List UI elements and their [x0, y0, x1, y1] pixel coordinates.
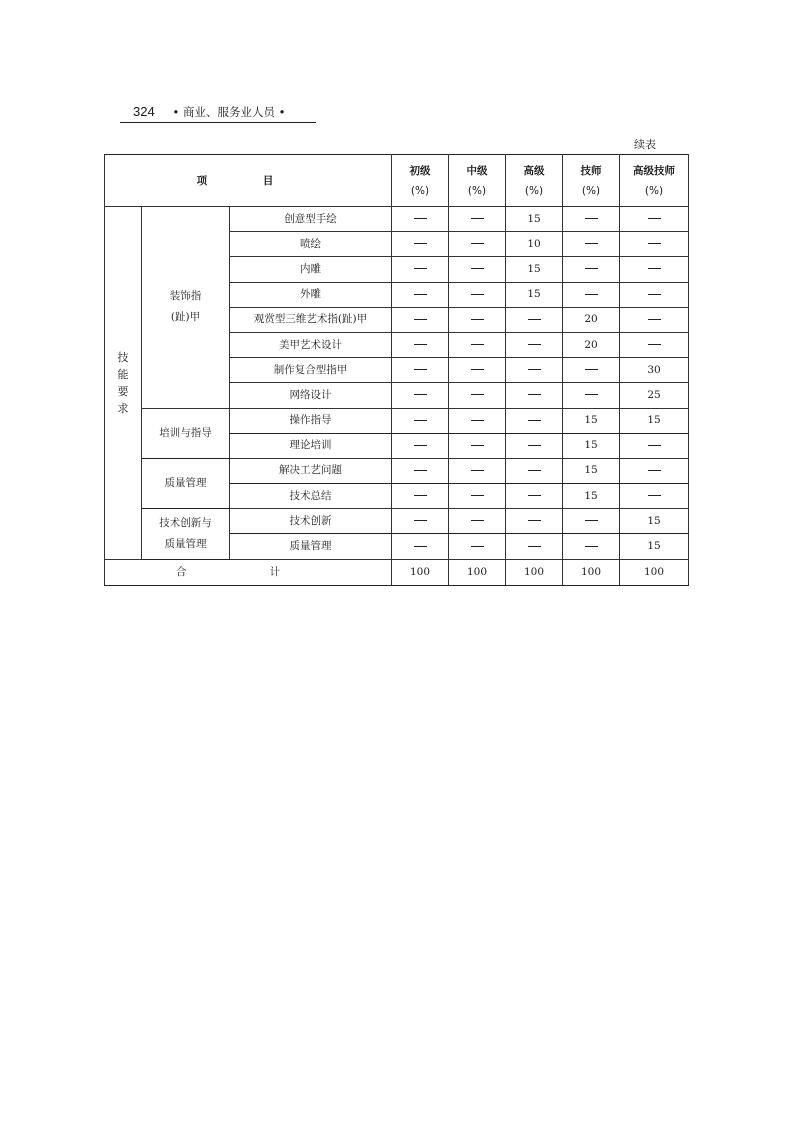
value-cell — [563, 433, 620, 458]
value-cell — [620, 383, 689, 408]
value-cell — [506, 332, 563, 357]
value-cell — [506, 383, 563, 408]
value-cell — [506, 458, 563, 483]
value-text: 15 — [527, 262, 541, 275]
value-cell — [392, 358, 449, 383]
dash-mark — [528, 470, 541, 471]
dash-mark — [414, 369, 427, 370]
group-name-line: 装饰指 — [169, 290, 202, 303]
value-cell — [506, 484, 563, 509]
dash-mark — [528, 546, 541, 547]
category-char: 能 — [117, 367, 129, 381]
value-cell — [563, 207, 620, 232]
total-label — [105, 559, 392, 585]
value-cell — [620, 307, 689, 332]
level-name: 中级 — [466, 164, 488, 177]
dash-mark — [414, 420, 427, 421]
table-row — [105, 509, 689, 534]
dash-mark — [414, 319, 427, 320]
dash-mark — [414, 520, 427, 521]
dash-mark — [471, 218, 484, 219]
dash-mark — [648, 344, 661, 345]
value-cell — [449, 358, 506, 383]
value-cell — [449, 509, 506, 534]
value-cell — [449, 332, 506, 357]
dash-mark — [471, 268, 484, 269]
dash-mark — [648, 243, 661, 244]
value-cell — [563, 282, 620, 307]
total-label-text: 合 计 — [175, 565, 321, 578]
running-title: • 商业、服务业人员 • — [172, 105, 286, 119]
table-row — [105, 408, 689, 433]
value-text: 15 — [584, 464, 598, 477]
dash-mark — [471, 394, 484, 395]
value-cell — [620, 207, 689, 232]
dash-mark — [471, 470, 484, 471]
value-text: 15 — [527, 212, 541, 225]
item-cell: 技术总结 — [230, 484, 392, 509]
value-cell — [449, 408, 506, 433]
category-char: 技 — [117, 350, 129, 364]
value-cell — [563, 332, 620, 357]
table-header-row — [105, 155, 689, 207]
item-cell: 喷绘 — [230, 232, 392, 257]
skill-weight-table — [104, 154, 689, 586]
value-cell — [449, 484, 506, 509]
value-text: 15 — [647, 414, 661, 427]
value-cell — [392, 484, 449, 509]
value-cell — [506, 534, 563, 559]
value-cell — [506, 509, 563, 534]
value-text: 30 — [647, 363, 661, 376]
dash-mark — [414, 546, 427, 547]
value-cell — [506, 282, 563, 307]
value-cell — [449, 458, 506, 483]
level-unit: (%) — [581, 184, 601, 197]
dash-mark — [648, 445, 661, 446]
item-cell: 理论培训 — [230, 433, 392, 458]
value-cell — [563, 509, 620, 534]
dash-mark — [414, 243, 427, 244]
level-name: 初级 — [409, 164, 431, 177]
item-cell: 创意型手绘 — [230, 207, 392, 232]
value-cell — [620, 332, 689, 357]
level-header — [620, 155, 689, 207]
dash-mark — [648, 294, 661, 295]
value-cell — [620, 232, 689, 257]
value-cell — [449, 257, 506, 282]
dash-mark — [585, 546, 598, 547]
dash-mark — [585, 218, 598, 219]
value-cell — [449, 534, 506, 559]
level-header — [563, 155, 620, 207]
item-cell: 解决工艺问题 — [230, 458, 392, 483]
item-cell: 美甲艺术设计 — [230, 332, 392, 357]
value-cell — [449, 433, 506, 458]
dash-mark — [585, 520, 598, 521]
item-cell: 技术创新 — [230, 509, 392, 534]
value-cell — [449, 207, 506, 232]
dash-mark — [414, 470, 427, 471]
total-value: 100 — [449, 559, 506, 585]
level-header — [392, 155, 449, 207]
dash-mark — [414, 394, 427, 395]
group-cell — [142, 509, 230, 559]
dash-mark — [414, 268, 427, 269]
dash-mark — [585, 369, 598, 370]
value-cell — [506, 207, 563, 232]
dash-mark — [648, 470, 661, 471]
dash-mark — [528, 319, 541, 320]
group-cell — [142, 408, 230, 458]
value-text: 15 — [584, 489, 598, 502]
value-cell — [620, 282, 689, 307]
value-cell — [392, 257, 449, 282]
value-cell — [620, 484, 689, 509]
dash-mark — [471, 420, 484, 421]
value-text: 15 — [584, 439, 598, 452]
item-cell: 外雕 — [230, 282, 392, 307]
value-cell — [392, 433, 449, 458]
value-cell — [449, 307, 506, 332]
value-cell — [620, 509, 689, 534]
dash-mark — [414, 294, 427, 295]
continued-label: 续表 — [634, 138, 656, 151]
page-number: 324 — [133, 104, 155, 119]
dash-mark — [471, 319, 484, 320]
dash-mark — [528, 344, 541, 345]
value-cell — [392, 207, 449, 232]
dash-mark — [471, 294, 484, 295]
dash-mark — [648, 319, 661, 320]
group-name-line: (趾)甲 — [170, 311, 201, 324]
dash-mark — [414, 445, 427, 446]
group-cell — [142, 207, 230, 409]
value-text: 15 — [527, 288, 541, 301]
value-cell — [392, 383, 449, 408]
value-cell — [449, 282, 506, 307]
level-unit: (%) — [410, 184, 430, 197]
dash-mark — [528, 369, 541, 370]
dash-mark — [528, 520, 541, 521]
value-cell — [506, 257, 563, 282]
value-cell — [506, 408, 563, 433]
group-name-line: 质量管理 — [164, 477, 207, 490]
total-value: 100 — [563, 559, 620, 585]
value-cell — [563, 408, 620, 433]
category-char: 要 — [117, 384, 129, 398]
value-cell — [392, 408, 449, 433]
value-cell — [392, 282, 449, 307]
dash-mark — [471, 369, 484, 370]
value-text: 20 — [584, 338, 598, 351]
dash-mark — [471, 520, 484, 521]
value-text: 20 — [584, 313, 598, 326]
level-unit: (%) — [644, 184, 664, 197]
dash-mark — [471, 344, 484, 345]
dash-mark — [528, 445, 541, 446]
item-cell: 操作指导 — [230, 408, 392, 433]
value-text: 15 — [647, 540, 661, 553]
value-cell — [392, 509, 449, 534]
dash-mark — [414, 495, 427, 496]
dash-mark — [414, 218, 427, 219]
value-cell — [563, 257, 620, 282]
level-unit: (%) — [467, 184, 487, 197]
item-cell: 制作复合型指甲 — [230, 358, 392, 383]
dash-mark — [648, 495, 661, 496]
dash-mark — [471, 243, 484, 244]
level-name: 高级 — [523, 164, 545, 177]
value-cell — [563, 383, 620, 408]
item-cell: 质量管理 — [230, 534, 392, 559]
value-text: 10 — [527, 237, 541, 250]
dash-mark — [528, 420, 541, 421]
dash-mark — [471, 445, 484, 446]
value-cell — [620, 458, 689, 483]
category-char: 求 — [117, 401, 129, 415]
total-value: 100 — [620, 559, 689, 585]
item-header-text: 项 目 — [196, 174, 300, 187]
value-cell — [506, 307, 563, 332]
value-cell — [620, 534, 689, 559]
item-cell: 内雕 — [230, 257, 392, 282]
dash-mark — [414, 344, 427, 345]
item-cell: 网络设计 — [230, 383, 392, 408]
total-value: 100 — [506, 559, 563, 585]
value-cell — [563, 358, 620, 383]
dash-mark — [471, 546, 484, 547]
value-cell — [392, 458, 449, 483]
level-name: 高级技师 — [633, 164, 675, 177]
item-header — [105, 155, 392, 207]
value-cell — [620, 408, 689, 433]
dash-mark — [528, 495, 541, 496]
value-cell — [563, 232, 620, 257]
total-value: 100 — [392, 559, 449, 585]
value-cell — [620, 433, 689, 458]
item-cell: 观赏型三维艺术指(趾)甲 — [230, 307, 392, 332]
value-cell — [620, 358, 689, 383]
value-text: 15 — [584, 414, 598, 427]
category-cell — [105, 207, 142, 560]
value-cell — [392, 332, 449, 357]
value-cell — [506, 358, 563, 383]
level-unit: (%) — [524, 184, 544, 197]
value-cell — [392, 232, 449, 257]
value-text: 15 — [647, 514, 661, 527]
value-text: 25 — [647, 388, 661, 401]
level-name: 技师 — [580, 164, 602, 177]
table-row — [105, 458, 689, 483]
level-header — [449, 155, 506, 207]
value-cell — [506, 433, 563, 458]
value-cell — [563, 458, 620, 483]
dash-mark — [471, 495, 484, 496]
dash-mark — [648, 268, 661, 269]
value-cell — [563, 534, 620, 559]
dash-mark — [585, 394, 598, 395]
value-cell — [449, 383, 506, 408]
dash-mark — [648, 218, 661, 219]
value-cell — [563, 484, 620, 509]
total-row — [105, 559, 689, 585]
group-cell — [142, 458, 230, 508]
value-cell — [620, 257, 689, 282]
table-row — [105, 207, 689, 232]
value-cell — [392, 534, 449, 559]
value-cell — [506, 232, 563, 257]
value-cell — [392, 307, 449, 332]
group-name-line: 质量管理 — [164, 537, 207, 550]
value-cell — [563, 307, 620, 332]
group-name-line: 技术创新与 — [159, 516, 212, 529]
value-cell — [449, 232, 506, 257]
level-header — [506, 155, 563, 207]
dash-mark — [585, 294, 598, 295]
group-name-line: 培训与指导 — [159, 426, 212, 439]
dash-mark — [585, 243, 598, 244]
dash-mark — [528, 394, 541, 395]
dash-mark — [585, 268, 598, 269]
page-header — [120, 104, 316, 123]
